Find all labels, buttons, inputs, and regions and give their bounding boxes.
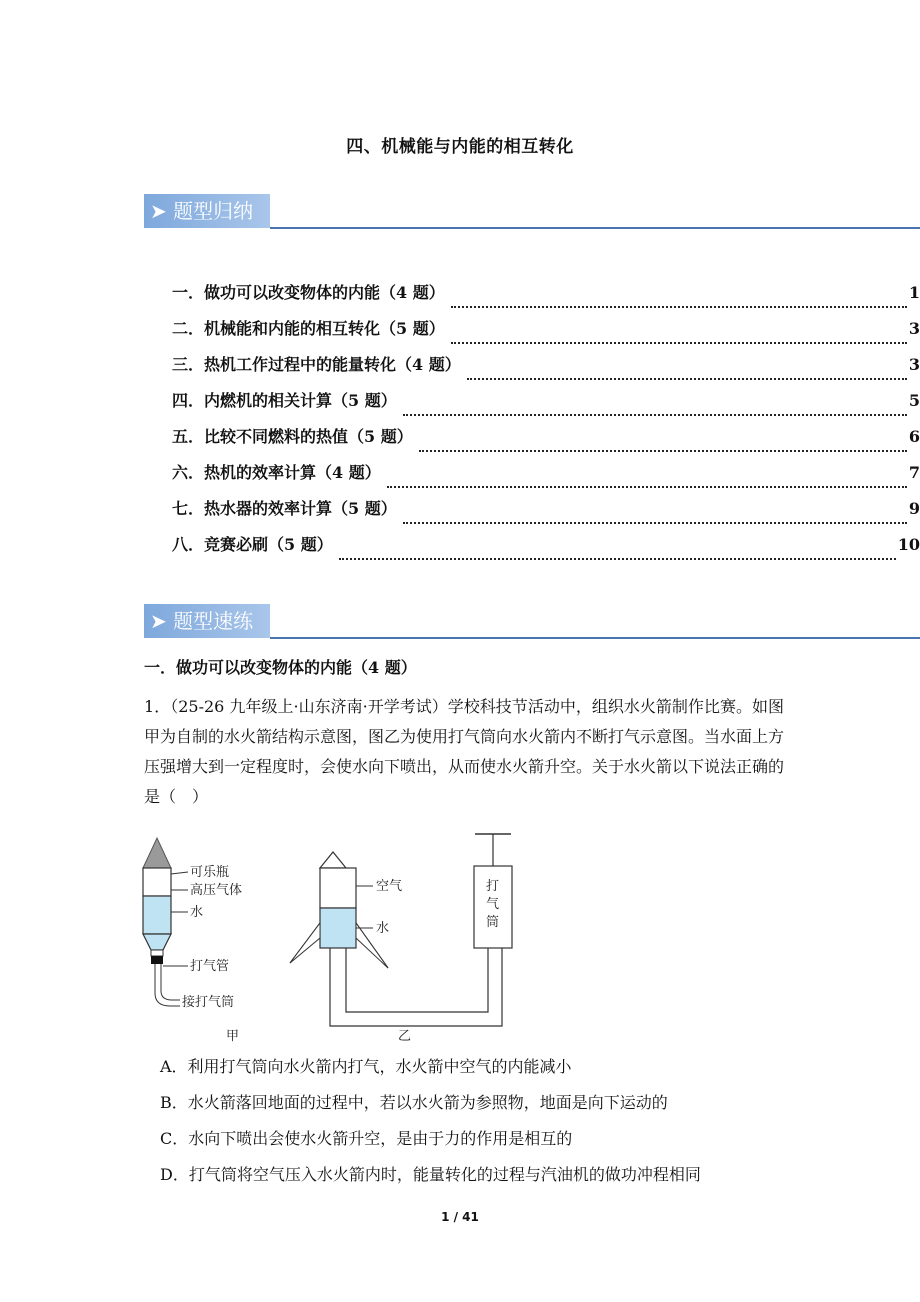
rocket-fin-left-shape bbox=[290, 923, 320, 963]
toc-item[interactable] bbox=[172, 460, 920, 496]
caption-figure-a: 甲 bbox=[226, 1029, 240, 1044]
toc-item-page: 3 bbox=[908, 319, 920, 338]
toc-leader-dots bbox=[403, 413, 907, 416]
toc-item-label: 二．机械能和内能的相互转化（5 题） bbox=[172, 319, 445, 338]
toc-item-label: 三．热机工作过程中的能量转化（4 题） bbox=[172, 355, 461, 374]
rocket-diagram bbox=[130, 828, 530, 1048]
toc-item-label: 七．热水器的效率计算（5 题） bbox=[172, 499, 397, 518]
toc-item-label: 五．比较不同燃料的热值（5 题） bbox=[172, 427, 413, 446]
toc-item-label: 八．竞赛必刷（5 题） bbox=[172, 535, 333, 554]
toc-item-label: 一．做功可以改变物体的内能（4 题） bbox=[172, 283, 445, 302]
toc-item-page: 5 bbox=[908, 391, 920, 410]
toc-item[interactable] bbox=[172, 496, 920, 532]
section-rule bbox=[270, 637, 920, 639]
answer-options bbox=[160, 1052, 800, 1196]
option-a[interactable]: A．利用打气筒向水火箭内打气，水火箭中空气的内能减小 bbox=[160, 1057, 572, 1076]
page-title: 四、机械能与内能的相互转化 bbox=[346, 137, 574, 157]
toc-leader-dots bbox=[451, 341, 907, 344]
page-number: 1 / 41 bbox=[441, 1210, 479, 1224]
toc-item[interactable] bbox=[172, 424, 920, 460]
toc-item[interactable] bbox=[172, 352, 920, 388]
toc-item[interactable] bbox=[172, 316, 920, 352]
rocket-water-region bbox=[320, 908, 356, 948]
toc-leader-dots bbox=[403, 521, 907, 524]
bottle-mouth bbox=[151, 950, 163, 956]
label-bottle: 可乐瓶 bbox=[190, 865, 230, 880]
rocket-nose bbox=[320, 852, 346, 868]
leader-line bbox=[171, 872, 188, 874]
section-header-practice bbox=[144, 604, 920, 640]
label-pump-char: 打 bbox=[486, 879, 500, 894]
bottle-water-region bbox=[143, 896, 171, 934]
caption-figure-b: 乙 bbox=[398, 1029, 412, 1044]
toc-item-label: 四．内燃机的相关计算（5 题） bbox=[172, 391, 397, 410]
rocket-air-region bbox=[320, 868, 356, 908]
table-of-contents bbox=[172, 280, 920, 568]
question-stem: 1．（25-26 九年级上·山东济南·开学考试）学校科技节活动中，组织水火箭制作比赛。如图甲为自制的水火箭结构示意图，图乙为使用打气筒向水火箭内不断打气示意图。当水面上方压强增大到一定程度时，会使水向下喷出，从而使水火箭升空。关于水火箭以下说法正确的是（ ） bbox=[144, 697, 785, 806]
toc-item[interactable] bbox=[172, 280, 920, 316]
bottle-cap-cone bbox=[143, 838, 171, 868]
bottle-gas-region bbox=[143, 868, 171, 896]
toc-item-page: 1 bbox=[908, 283, 920, 302]
label-pump-char: 气 bbox=[486, 897, 500, 912]
label-air: 空气 bbox=[376, 879, 403, 894]
toc-leader-dots bbox=[467, 377, 907, 380]
toc-item-page: 6 bbox=[908, 427, 920, 446]
question-figure bbox=[130, 828, 530, 1048]
toc-leader-dots bbox=[387, 485, 907, 488]
label-water-b: 水 bbox=[376, 921, 390, 936]
section-tab-label: ➤ 题型速练 bbox=[144, 604, 270, 638]
bottle-stopper bbox=[151, 956, 163, 964]
toc-item[interactable] bbox=[172, 388, 920, 424]
question-group-heading: 一．做功可以改变物体的内能（4 题） bbox=[144, 658, 417, 677]
toc-leader-dots bbox=[339, 557, 896, 560]
hose-outer bbox=[330, 948, 502, 1026]
label-connect-pump: 接打气筒 bbox=[182, 995, 235, 1010]
toc-item-page: 10 bbox=[897, 535, 920, 554]
label-pump-tube: 打气管 bbox=[190, 959, 230, 974]
bottle-neck bbox=[143, 934, 171, 950]
toc-item-page: 9 bbox=[908, 499, 920, 518]
toc-item-page: 3 bbox=[908, 355, 920, 374]
toc-item-page: 7 bbox=[908, 463, 920, 482]
label-pump-char: 筒 bbox=[486, 915, 500, 930]
section-header-summary bbox=[144, 194, 920, 230]
label-water-a: 水 bbox=[190, 905, 204, 920]
option-d[interactable]: D．打气筒将空气压入水火箭内时，能量转化的过程与汽油机的做功冲程相同 bbox=[160, 1165, 701, 1184]
section-rule bbox=[270, 227, 920, 229]
section-tab-label: ➤ 题型归纳 bbox=[144, 194, 270, 228]
toc-item-label: 六．热机的效率计算（4 题） bbox=[172, 463, 381, 482]
label-high-pressure-gas: 高压气体 bbox=[190, 883, 243, 898]
option-b[interactable]: B．水火箭落回地面的过程中，若以水火箭为参照物，地面是向下运动的 bbox=[160, 1093, 668, 1112]
toc-leader-dots bbox=[419, 449, 907, 452]
option-c[interactable]: C．水向下喷出会使水火箭升空，是由于力的作用是相互的 bbox=[160, 1129, 573, 1148]
hose-inner bbox=[346, 948, 488, 1012]
toc-leader-dots bbox=[451, 305, 907, 308]
toc-item[interactable] bbox=[172, 532, 920, 568]
pump-tube-inner bbox=[161, 964, 180, 1000]
